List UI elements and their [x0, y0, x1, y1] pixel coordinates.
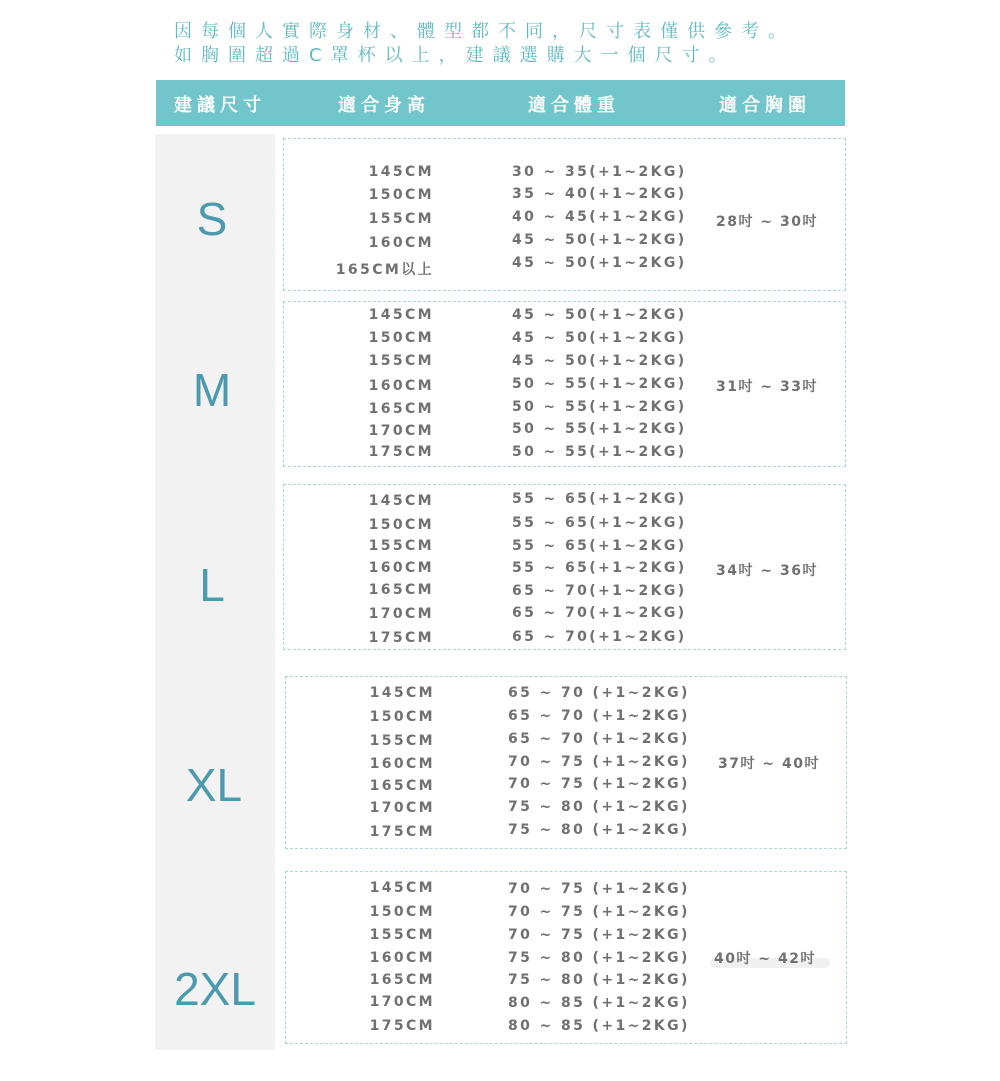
height-value: 170CM [368, 606, 434, 622]
height-value: 175CM [369, 824, 435, 840]
weight-value: 75 ~ 80 (+1~2KG) [508, 972, 690, 988]
chest-value: 37吋 ~ 40吋 [718, 756, 820, 772]
height-value: 150CM [369, 709, 435, 725]
height-value: 165CM [368, 582, 434, 598]
header-chest: 適合胸圍 [719, 95, 811, 116]
height-value: 150CM [369, 904, 435, 920]
height-value: 165CM [368, 401, 434, 417]
weight-value: 30 ~ 35(+1~2KG) [512, 164, 687, 180]
header-weight: 適合體重 [528, 95, 620, 116]
height-value: 145CM [369, 685, 435, 701]
height-value: 175CM [368, 444, 434, 460]
size-label-s: S [196, 193, 228, 245]
height-value: 175CM [369, 1018, 435, 1034]
height-value: 175CM [368, 630, 434, 646]
height-value: 155CM [369, 733, 435, 749]
height-value: 165CM以上 [335, 262, 434, 278]
height-value: 160CM [368, 560, 434, 576]
weight-value: 70 ~ 75 (+1~2KG) [508, 754, 690, 770]
notice-line-1: 因每個人實際身材、體型都不同，尺寸表僅供參考。 [174, 21, 795, 42]
height-value: 160CM [368, 235, 434, 251]
header-height: 適合身高 [338, 95, 430, 116]
weight-value: 70 ~ 75 (+1~2KG) [508, 881, 690, 897]
weight-value: 65 ~ 70 (+1~2KG) [508, 731, 690, 747]
height-value: 155CM [368, 353, 434, 369]
weight-value: 80 ~ 85 (+1~2KG) [508, 1018, 690, 1034]
weight-value: 55 ~ 65(+1~2KG) [512, 538, 687, 554]
weight-value: 50 ~ 55(+1~2KG) [512, 376, 687, 392]
height-value: 165CM [369, 972, 435, 988]
height-value: 145CM [368, 493, 434, 509]
size-label-m: M [192, 364, 232, 416]
weight-value: 65 ~ 70(+1~2KG) [512, 583, 687, 599]
size-block-m [283, 301, 846, 467]
weight-value: 75 ~ 80 (+1~2KG) [508, 799, 690, 815]
height-value: 150CM [368, 330, 434, 346]
weight-value: 55 ~ 65(+1~2KG) [512, 515, 687, 531]
chest-value: 31吋 ~ 33吋 [716, 379, 818, 395]
weight-value: 45 ~ 50(+1~2KG) [512, 353, 687, 369]
weight-value: 70 ~ 75 (+1~2KG) [508, 927, 690, 943]
size-block-l [283, 484, 846, 650]
weight-value: 65 ~ 70(+1~2KG) [512, 629, 687, 645]
height-value: 145CM [369, 880, 435, 896]
chest-value: 34吋 ~ 36吋 [716, 563, 818, 579]
height-value: 170CM [369, 994, 435, 1010]
notice-line-2: 如胸圍超過C罩杯以上，建議選購大一個尺寸。 [174, 45, 736, 66]
weight-value: 35 ~ 40(+1~2KG) [512, 186, 687, 202]
size-block-xl [285, 676, 847, 849]
weight-value: 50 ~ 55(+1~2KG) [512, 399, 687, 415]
weight-value: 55 ~ 65(+1~2KG) [512, 491, 687, 507]
weight-value: 45 ~ 50(+1~2KG) [512, 307, 687, 323]
height-value: 160CM [369, 950, 435, 966]
height-value: 150CM [368, 187, 434, 203]
size-label-xl: XL [185, 759, 243, 811]
height-value: 170CM [368, 423, 434, 439]
height-value: 155CM [368, 538, 434, 554]
height-value: 160CM [368, 378, 434, 394]
weight-value: 45 ~ 50(+1~2KG) [512, 232, 687, 248]
weight-value: 50 ~ 55(+1~2KG) [512, 421, 687, 437]
height-value: 145CM [368, 307, 434, 323]
height-value: 165CM [369, 778, 435, 794]
weight-value: 55 ~ 65(+1~2KG) [512, 560, 687, 576]
height-value: 155CM [369, 927, 435, 943]
weight-value: 80 ~ 85 (+1~2KG) [508, 995, 690, 1011]
weight-value: 70 ~ 75 (+1~2KG) [508, 776, 690, 792]
header-size: 建議尺寸 [174, 95, 266, 116]
weight-value: 70 ~ 75 (+1~2KG) [508, 904, 690, 920]
height-value: 160CM [369, 756, 435, 772]
weight-value: 40 ~ 45(+1~2KG) [512, 209, 687, 225]
size-label-2xl: 2XL [174, 963, 256, 1015]
height-value: 170CM [369, 800, 435, 816]
chest-value: 40吋 ~ 42吋 [714, 951, 816, 967]
height-value: 150CM [368, 517, 434, 533]
weight-value: 45 ~ 50(+1~2KG) [512, 255, 687, 271]
weight-value: 65 ~ 70(+1~2KG) [512, 605, 687, 621]
chest-value: 28吋 ~ 30吋 [716, 214, 818, 230]
height-value: 155CM [368, 211, 434, 227]
height-value: 145CM [368, 164, 434, 180]
size-block-2xl [285, 871, 847, 1044]
weight-value: 75 ~ 80 (+1~2KG) [508, 822, 690, 838]
size-label-l: L [199, 559, 225, 611]
weight-value: 45 ~ 50(+1~2KG) [512, 330, 687, 346]
weight-value: 65 ~ 70 (+1~2KG) [508, 708, 690, 724]
table-header [156, 80, 845, 126]
weight-value: 50 ~ 55(+1~2KG) [512, 444, 687, 460]
weight-value: 75 ~ 80 (+1~2KG) [508, 950, 690, 966]
size-block-s [283, 138, 846, 291]
weight-value: 65 ~ 70 (+1~2KG) [508, 685, 690, 701]
